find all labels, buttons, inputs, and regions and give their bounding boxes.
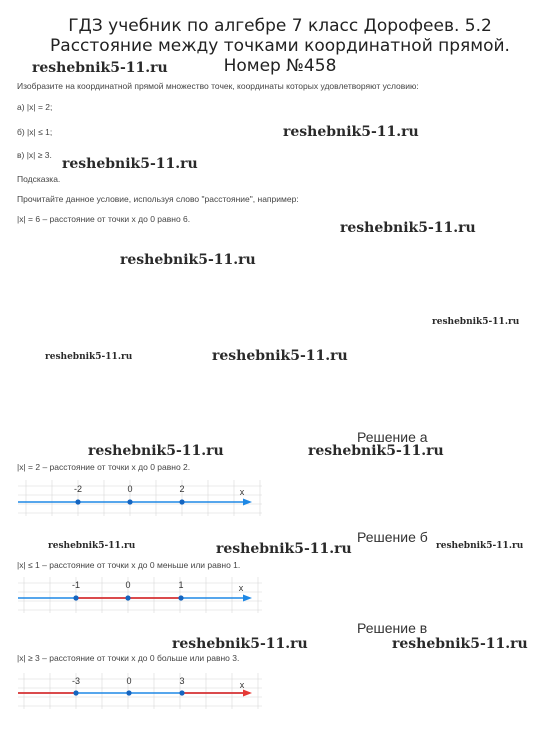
number-line-a <box>18 480 262 516</box>
solution-c-heading: Решение в <box>357 620 428 636</box>
watermark: reshebnik5-11.ru <box>120 252 256 268</box>
tick-label: -3 <box>71 676 81 686</box>
axis-arrow <box>243 499 252 506</box>
watermark: reshebnik5-11.ru <box>436 541 524 551</box>
hint-example: |x| = 6 – расстояние от точки x до 0 равно 6. <box>17 214 191 224</box>
solution-a-heading: Решение а <box>357 429 428 445</box>
point <box>126 690 131 695</box>
page-title: ГДЗ учебник по алгебре 7 класс Дорофеев. 5.2 Расстояние между точками координатной прямой. Номер №458 <box>50 16 510 76</box>
task-b: б) |x| ≤ 1; <box>17 127 53 137</box>
task-intro: Изобразите на координатной прямой множество точек, координаты которых удовлетворяют условию: <box>17 81 419 91</box>
point <box>73 690 78 695</box>
point <box>125 595 130 600</box>
tick-label: 3 <box>179 676 185 686</box>
tick-label: 0 <box>127 484 133 494</box>
hint-label: Подсказка. <box>17 174 61 184</box>
watermark: reshebnik5-11.ru <box>88 443 224 459</box>
watermark: reshebnik5-11.ru <box>32 60 168 76</box>
tick-label: 0 <box>125 580 131 590</box>
watermark: reshebnik5-11.ru <box>392 636 528 652</box>
watermark: reshebnik5-11.ru <box>45 352 133 362</box>
solution-b-heading: Решение б <box>357 529 428 545</box>
tick-label: 1 <box>178 580 184 590</box>
number-line-c <box>18 673 262 709</box>
grid <box>18 673 262 709</box>
task-c: в) |x| ≥ 3. <box>17 150 52 160</box>
watermark: reshebnik5-11.ru <box>212 348 348 364</box>
point <box>178 595 183 600</box>
grid <box>18 577 262 613</box>
watermark: reshebnik5-11.ru <box>172 636 308 652</box>
point <box>73 595 78 600</box>
watermark: reshebnik5-11.ru <box>48 541 136 551</box>
axis-arrow <box>243 690 252 697</box>
watermark: reshebnik5-11.ru <box>216 541 352 557</box>
tick-label: -2 <box>73 484 83 494</box>
tick-label: 0 <box>126 676 132 686</box>
task-a: а) |x| = 2; <box>17 102 53 112</box>
solution-b-text: |x| ≤ 1 – расстояние от точки x до 0 меньше или равно 1. <box>17 560 241 570</box>
solution-c-text: |x| ≥ 3 – расстояние от точки x до 0 больше или равно 3. <box>17 653 240 663</box>
watermark: reshebnik5-11.ru <box>308 443 444 459</box>
watermark: reshebnik5-11.ru <box>340 220 476 236</box>
watermark: reshebnik5-11.ru <box>432 317 520 327</box>
point <box>179 499 184 504</box>
axis-label: x <box>239 680 245 690</box>
point <box>75 499 80 504</box>
grid <box>18 480 262 516</box>
axis-arrow <box>243 595 252 602</box>
axis-label: x <box>239 487 245 497</box>
axis-label: x <box>238 583 244 593</box>
point <box>127 499 132 504</box>
hint-text: Прочитайте данное условие, используя слово "расстояние", например: <box>17 194 299 204</box>
tick-label: 2 <box>179 484 185 494</box>
point <box>179 690 184 695</box>
tick-label: -1 <box>71 580 81 590</box>
watermark: reshebnik5-11.ru <box>62 156 198 172</box>
watermark: reshebnik5-11.ru <box>283 124 419 140</box>
solution-a-text: |x| = 2 – расстояние от точки x до 0 равно 2. <box>17 462 191 472</box>
number-line-b <box>18 577 262 613</box>
